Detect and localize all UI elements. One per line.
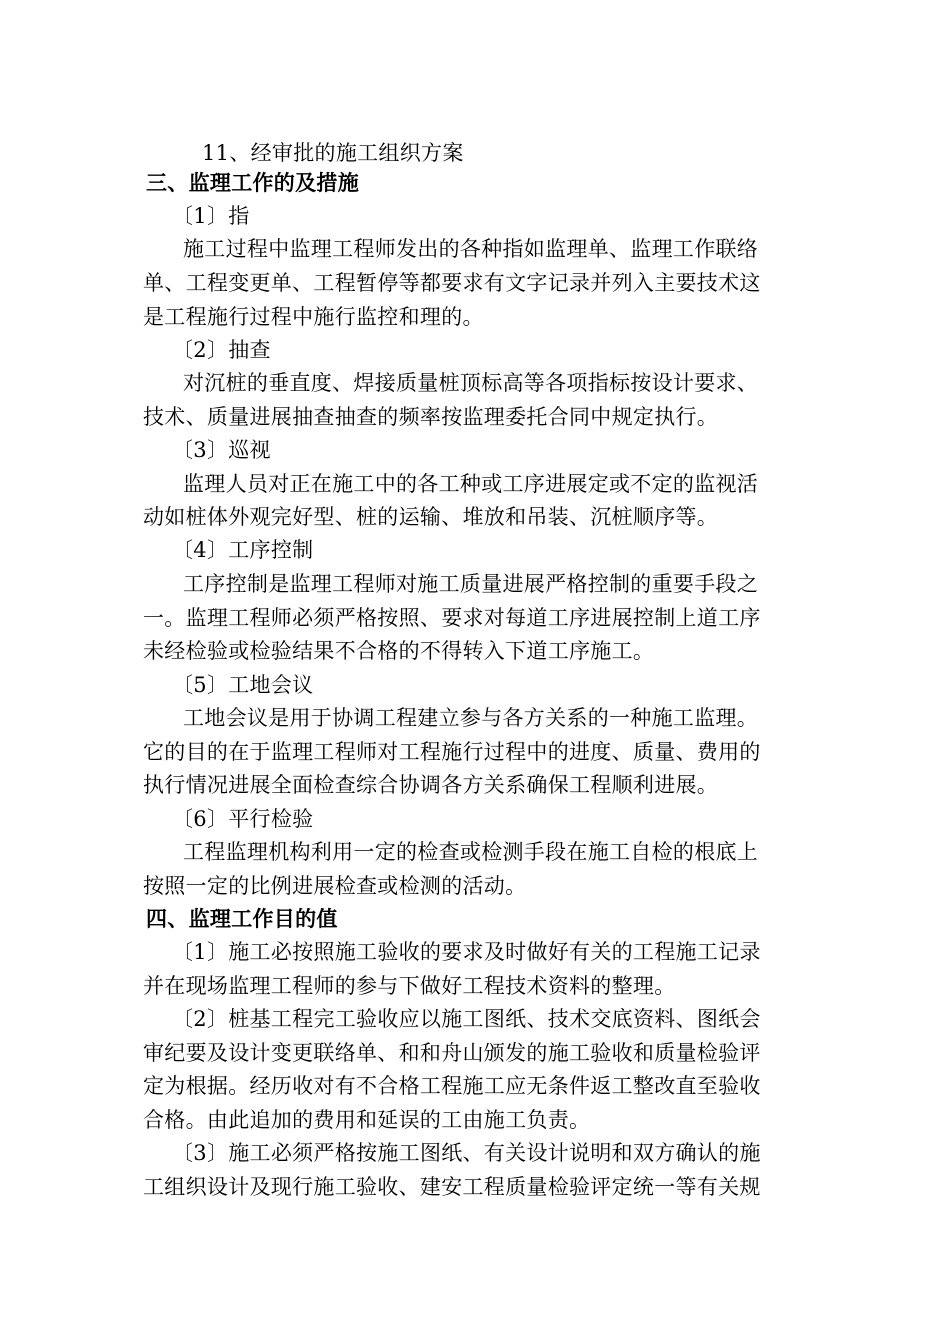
paragraph-line: 单、工程变更单、工程暂停等都要求有文字记录并列入主要技术这 [143,271,761,295]
paragraph-line: 工程监理机构利用一定的检查或检测手段在施工自检的根底上 [183,840,759,864]
paragraph-line: 施工过程中监理工程师发出的各种指如监理单、监理工作联络 [183,237,759,261]
subheading-2: 〔2〕抽查 [172,338,271,362]
list-item-11: 11、经审批的施工组织方案 [202,141,464,165]
paragraph-line: 工组织设计及现行施工验收、建安工程质量检验评定统一等有关规 [143,1175,761,1199]
section-heading-3: 三、监理工作的及措施 [146,171,359,195]
paragraph-line: 并在现场监理工程师的参与下做好工程技术资料的整理。 [143,974,676,998]
paragraph-line: 〔3〕施工必须严格按施工图纸、有关设计说明和双方确认的施 [172,1141,761,1165]
paragraph-line: 〔1〕施工必按照施工验收的要求及时做好有关的工程施工记录 [172,940,761,964]
subheading-6: 〔6〕平行检验 [172,807,314,831]
paragraph-line: 按照一定的比例进展检查或检测的活动。 [143,874,527,898]
subheading-5: 〔5〕工地会议 [172,673,314,697]
paragraph-line: 执行情况进展全面检查综合协调各方关系确保工程顺利进展。 [143,773,719,797]
paragraph-line: 审纪要及设计变更联络单、和和舟山颁发的施工验收和质量检验评 [143,1041,761,1065]
paragraph-line: 定为根据。经历收对有不合格工程施工应无条件返工整改直至验收 [143,1074,761,1098]
paragraph-line: 未经检验或检验结果不合格的不得转入下道工序施工。 [143,639,655,663]
paragraph-line: 监理人员对正在施工中的各工种或工序进展定或不定的监视活 [183,472,759,496]
paragraph-line: 动如桩体外观完好型、桩的运输、堆放和吊装、沉桩顺序等。 [143,505,719,529]
paragraph-line: 工地会议是用于协调工程建立参与各方关系的一种施工监理。 [183,706,759,730]
paragraph-line: 工序控制是监理工程师对施工质量进展严格控制的重要手段之 [183,572,759,596]
paragraph-line: 对沉桩的垂直度、焊接质量桩顶标高等各项指标按设计要求、 [183,371,759,395]
paragraph-line: 它的目的在于监理工程师对工程施行过程中的进度、质量、费用的 [143,740,761,764]
subheading-4: 〔4〕工序控制 [172,538,314,562]
section-heading-4: 四、监理工作目的值 [146,907,338,931]
subheading-3: 〔3〕巡视 [172,438,271,462]
paragraph-line: 合格。由此追加的费用和延误的工由施工负责。 [143,1108,591,1132]
paragraph-line: 一。监理工程师必须严格按照、要求对每道工序进展控制上道工序 [143,606,761,630]
subheading-1: 〔1〕指 [172,204,250,228]
paragraph-line: 是工程施行过程中施行监控和理的。 [143,305,484,329]
paragraph-line: 〔2〕桩基工程完工验收应以施工图纸、技术交底资料、图纸会 [172,1007,761,1031]
paragraph-line: 技术、质量进展抽查抽查的频率按监理委托合同中规定执行。 [143,405,719,429]
